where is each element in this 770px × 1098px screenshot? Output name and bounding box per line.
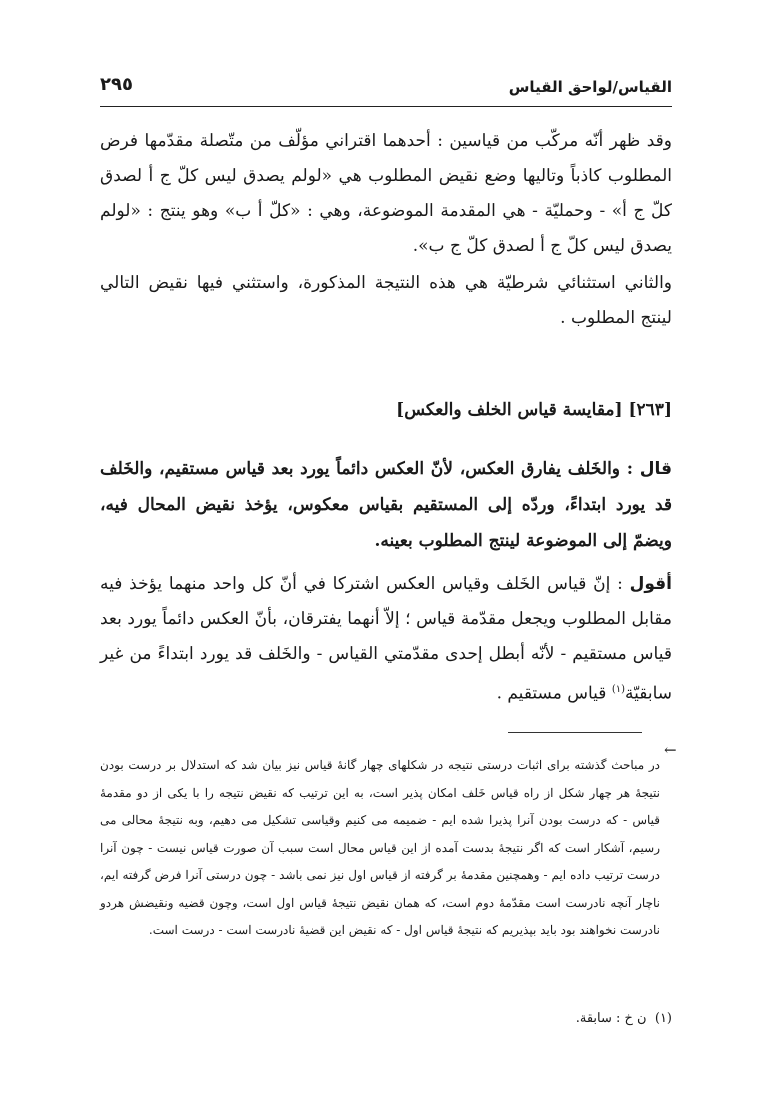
continuation-arrow-icon: ← — [664, 741, 677, 759]
qala-text: : والخَلف يفارق العكس، لأنّ العكس دائماً يورد بعد قياس مستقيم، والخَلف قد يورد ابتداءً، وردّه إلى المستقيم بقياس معكوس، يؤخذ نقيض المحال فيه، ويضمّ إلى الموضوعة لينتج المطلوب بعينه. — [100, 459, 672, 551]
footnote-rule — [508, 732, 642, 733]
footnote-1-text: ن خ : سابقة. — [575, 1011, 647, 1026]
sharh-paragraph — [100, 567, 672, 712]
footnote-1 — [100, 1008, 672, 1030]
paragraph-1: وقد ظهر أنّه مركّب من قياسين : أحدهما اقتراني مؤلّف من متّصلة مقدّمها فرض المطلوب كاذباً وتاليها وضع نقيض المطلوب هي «لولم يصدق ليس كلّ ج أ لصدق كلّ ج أ» - وحمليّة - هي المقدمة الموضوعة، وهي : «كلّ أ ب» وهو ينتج : «لولم يصدق ليس كلّ ج أ لصدق كلّ ج ب». — [100, 131, 672, 256]
aqulu-text: : إنّ قياس الخَلف وقياس العكس اشتركا في أنّ كل واحد منهما يؤخذ فيه مقابل المطلوب ويجعل مقدّمة قياس ؛ إلاّ أنهما يفترقان، بأنّ العكس دائماً يورد بعد قياس مستقيم - لأنّه أبطل إحدى مقدّمتي القياس - والخَلف قد يورد ابتداءً من غير سابقيّة — [100, 574, 672, 704]
paragraph-2: والثاني استثنائي شرطيّة هي هذه النتيجة المذكورة، واستثني فيها نقيض التالي لينتج المطلوب . — [100, 273, 672, 328]
page-number: ٢٩٥ — [100, 74, 133, 95]
running-title: القياس/لواحق القياس — [508, 78, 672, 96]
header-rule — [100, 106, 672, 107]
footnote-ref: (١) — [611, 684, 625, 695]
footnote-1-number: (١) — [654, 1011, 672, 1026]
qala-label: قال — [639, 459, 672, 479]
aqulu-label: أقول — [629, 574, 672, 594]
section-heading: [٢٦٣] [مقايسة قياس الخلف والعكس] — [396, 400, 672, 420]
running-head — [100, 72, 672, 106]
matn-paragraph — [100, 451, 672, 559]
aqulu-end: قياس مستقيم . — [496, 683, 612, 704]
persian-footnote: در مباحث گذشته برای اثبات درستی نتیجه در شکلهای چهار گانهٔ قیاس نیز بیان شد که استدلال بر درست بودن نتیجهٔ هر چهار شکل از راه قیاس خَلف امکان پذیر است، به این ترتیب که نقیض نتیجه را با یکی از دو مقدمهٔ قیاس - که درست بودن آنرا پذیرا شده ایم - ضمیمه می کنیم وقیاسی تشکیل می دهیم، وبه نتیجهٔ محالی می رسیم، آشکار است که اگر نتیجهٔ بدست آمده از این قیاس محال است سبب آن صورت قیاس نیست - چون آنرا درست ترتیب داده ایم - وهمچنین مقدمهٔ بر گرفته از قیاس اول نیز نمی باشد - چون درستی آنرا فرض گرفته ایم، ناچار آنچه نادرست است مقدّمهٔ دوم است، که همان نقیض نتیجهٔ قیاس اول است، وچون قضیه ونقیضش هردو نادرست نخواهند بود باید بپذیریم که نتیجهٔ قیاس اول - که نقیض این قضیهٔ نادرست است - درست است. — [100, 758, 660, 937]
